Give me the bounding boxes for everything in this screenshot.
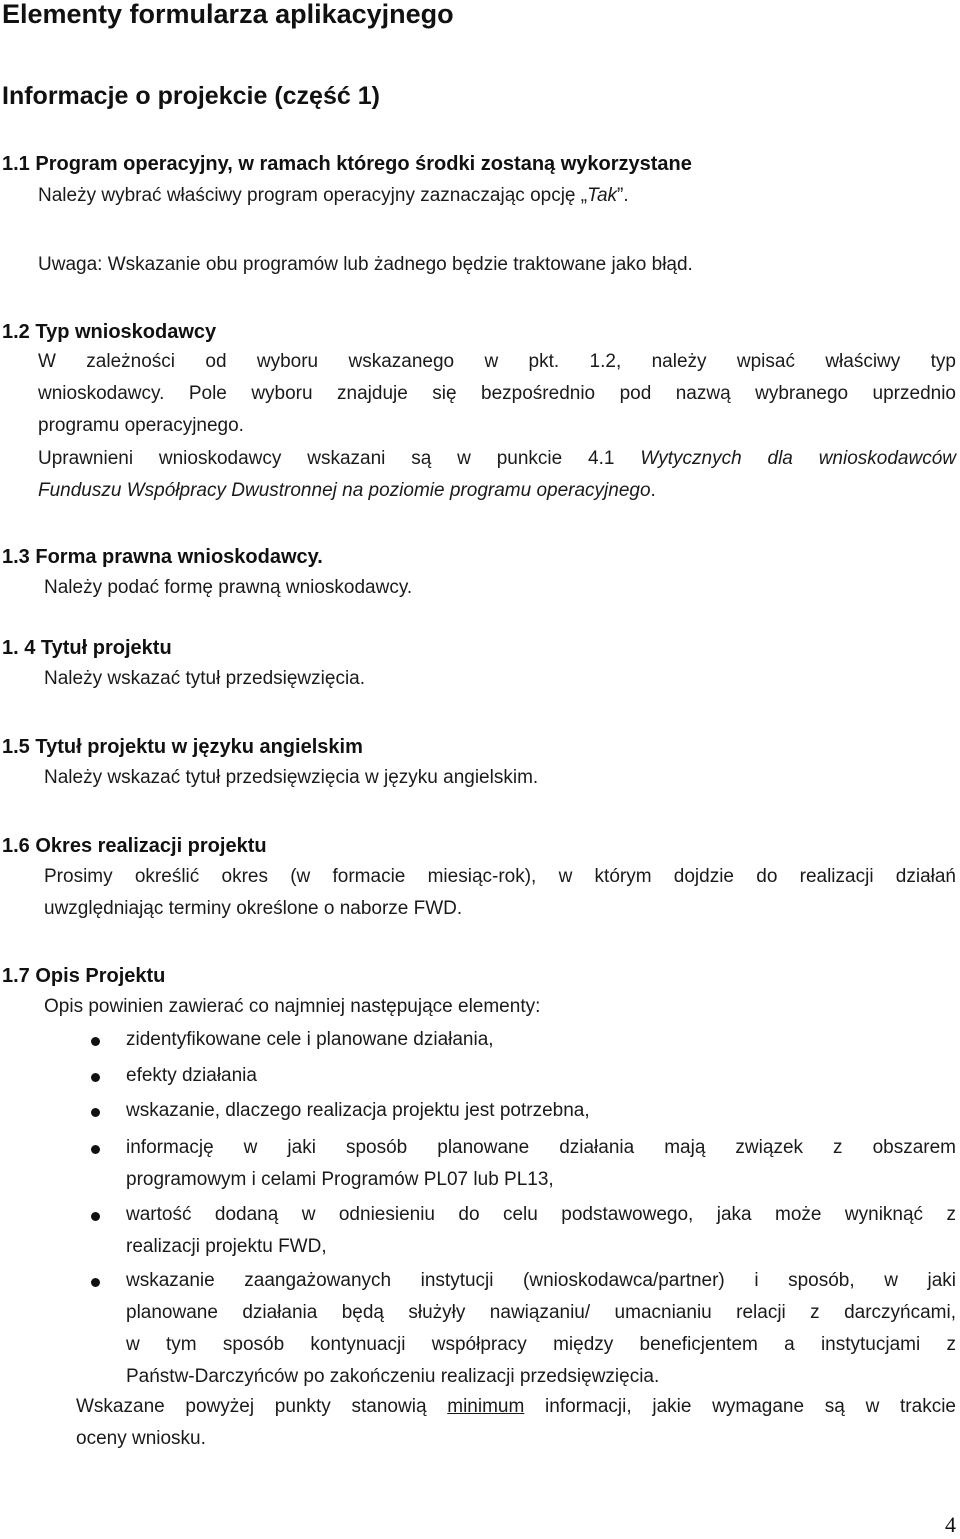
- bullet-icon: [91, 1212, 100, 1221]
- text-1-2-line4: [38, 443, 956, 475]
- text-1-5: Należy wskazać tytuł przedsięwzięcia w języku angielskim.: [44, 767, 539, 788]
- list-item-line: wskazanie zaangażowanych instytucji (wnioskodawca/partner) i sposób, w jaki: [126, 1270, 956, 1291]
- closing-underline: minimum: [447, 1396, 525, 1417]
- text-1-2-line5-italic: Funduszu Współpracy Dwustronnej na poziomie programu operacyjnego: [38, 480, 651, 501]
- text-1-1-italic: Tak: [587, 185, 618, 206]
- text-1-2-line5-post: .: [650, 480, 656, 501]
- page-number: 4: [945, 1512, 956, 1537]
- bullet-icon: [91, 1037, 100, 1046]
- text-1-2-line5: [38, 475, 656, 507]
- list-item-line: realizacji projektu FWD,: [126, 1236, 327, 1257]
- text-1-2-line4-italic: Wytycznych dla wnioskodawców: [640, 448, 956, 469]
- closing-post: informacji, jakie wymagane są w trakcie: [524, 1396, 956, 1417]
- heading-1-5: 1.5 Tytuł projektu w języku angielskim: [2, 736, 363, 758]
- bullet-icon: [91, 1278, 100, 1287]
- list-item-line: efekty działania: [126, 1065, 257, 1086]
- heading-1-4: 1. 4 Tytuł projektu: [2, 637, 172, 659]
- heading-1-2: 1.2 Typ wnioskodawcy: [2, 321, 217, 343]
- closing-pre: Wskazane powyżej punkty stanowią: [76, 1396, 448, 1417]
- text-1-1-line1: [38, 180, 629, 212]
- heading-1-7: 1.7 Opis Projektu: [2, 965, 166, 987]
- document-title: Elementy formularza aplikacyjnego: [2, 0, 454, 29]
- text-1-2-line1: W zależności od wyboru wskazanego w pkt. 1.2, należy wpisać właściwy typ: [38, 351, 956, 372]
- bullet-icon: [91, 1145, 100, 1154]
- text-1-6-line2: uwzględniając terminy określone o naborze FWD.: [44, 898, 463, 919]
- list-item-line: wartość dodaną w odniesieniu do celu podstawowego, jaka może wyniknąć z: [126, 1204, 956, 1225]
- text-1-2-line3: programu operacyjnego.: [38, 415, 244, 436]
- list-item-line: wskazanie, dlaczego realizacja projektu jest potrzebna,: [126, 1100, 590, 1121]
- heading-1-1: 1.1 Program operacyjny, w ramach którego środki zostaną wykorzystane: [2, 153, 692, 175]
- bullet-icon: [91, 1073, 100, 1082]
- closing-line1: [76, 1391, 956, 1423]
- text-1-1-note: Uwaga: Wskazanie obu programów lub żadnego będzie traktowane jako błąd.: [38, 254, 693, 275]
- list-item-line: Państw-Darczyńców po zakończeniu realizacji przedsięwzięcia.: [126, 1366, 660, 1387]
- text-1-6-line1: Prosimy określić okres (w formacie miesiąc-rok), w którym dojdzie do realizacji działań: [44, 866, 956, 887]
- heading-1-3: 1.3 Forma prawna wnioskodawcy.: [2, 546, 323, 568]
- text-1-1-pre: Należy wybrać właściwy program operacyjny zaznaczając opcję „: [38, 185, 588, 206]
- closing-line2: oceny wniosku.: [76, 1428, 206, 1449]
- list-item-line: zidentyfikowane cele i planowane działania,: [126, 1029, 494, 1050]
- list-item-line: planowane działania będą służyły nawiązaniu/ umacnianiu relacji z darczyńcami,: [126, 1302, 956, 1323]
- bullet-icon: [91, 1108, 100, 1117]
- text-1-7-intro: Opis powinien zawierać co najmniej następujące elementy:: [44, 996, 541, 1017]
- text-1-1-post: ”.: [617, 185, 629, 206]
- text-1-2-line4-pre: Uprawnieni wnioskodawcy wskazani są w punkcie 4.1: [38, 448, 641, 469]
- text-1-2-line2: wnioskodawcy. Pole wyboru znajduje się bezpośrednio pod nazwą wybranego uprzednio: [38, 383, 956, 404]
- heading-1-6: 1.6 Okres realizacji projektu: [2, 835, 267, 857]
- text-1-4: Należy wskazać tytuł przedsięwzięcia.: [44, 668, 366, 689]
- section-subtitle: Informacje o projekcie (część 1): [2, 82, 380, 110]
- list-item-line: w tym sposób kontynuacji współpracy między beneficjentem a instytucjami z: [126, 1334, 956, 1355]
- text-1-3: Należy podać formę prawną wnioskodawcy.: [44, 577, 413, 598]
- list-item-line: informację w jaki sposób planowane działania mają związek z obszarem: [126, 1137, 956, 1158]
- list-item-line: programowym i celami Programów PL07 lub PL13,: [126, 1169, 554, 1190]
